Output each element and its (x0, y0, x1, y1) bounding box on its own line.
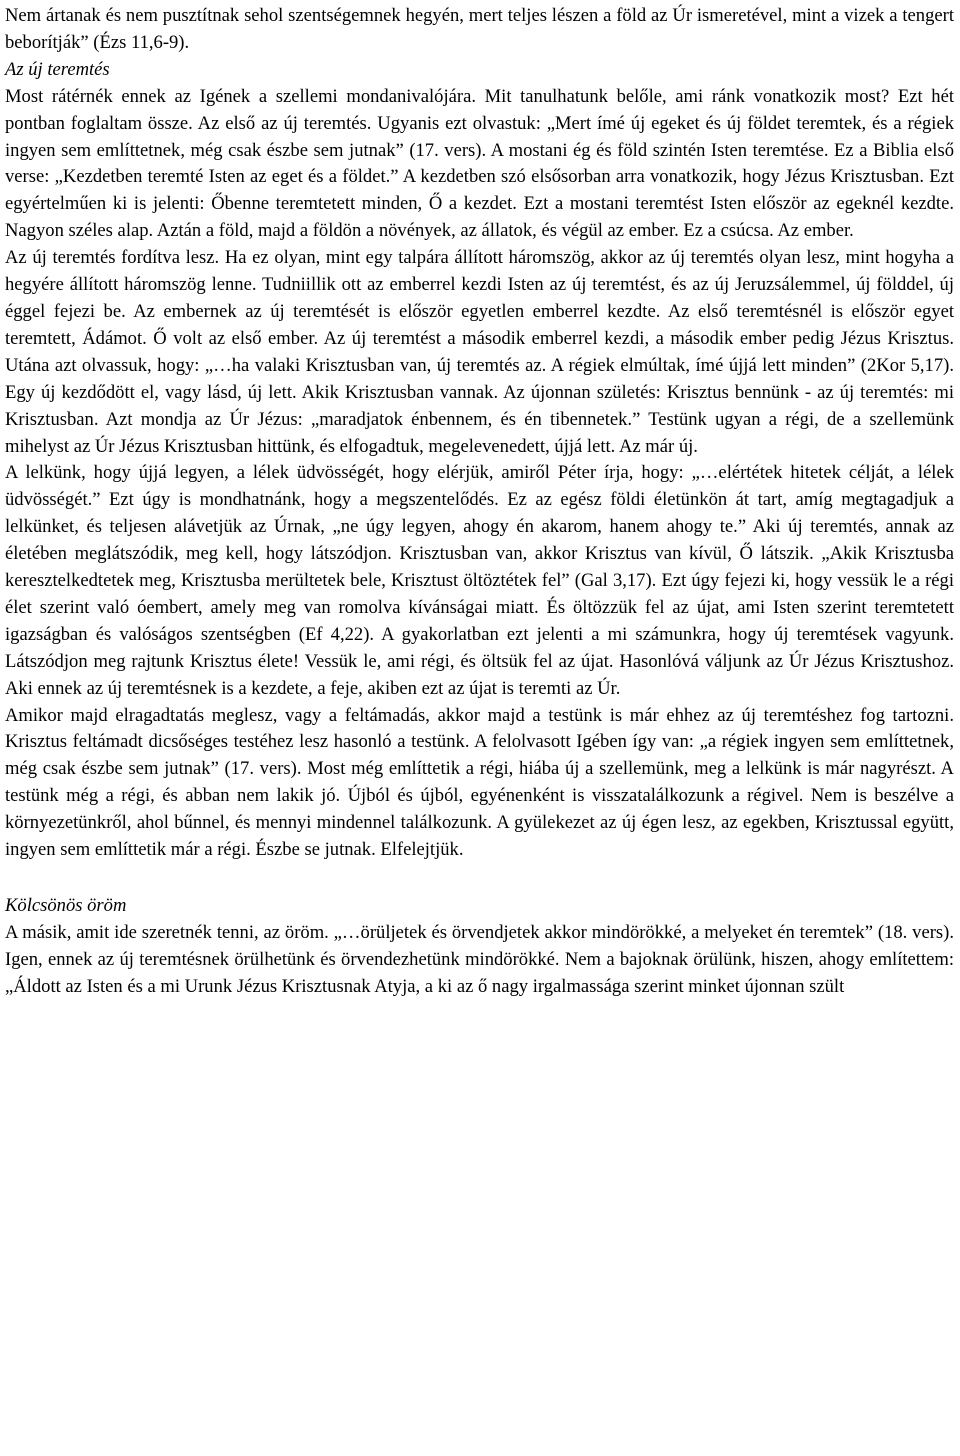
section-heading: Az új teremtés (5, 58, 110, 80)
paragraph: A lelkünk, hogy újjá legyen, a lélek üdvösségét, hogy elérjük, amiről Péter írja, hogy: „…elértétek hitetek célját, a lélek üdvösségét.” Ezt úgy is mondhatnánk, hogy a megszentelődés. Ez az egész földi életünkön át tart, amíg megtagadjuk a lelkünket, és teljesen alávetjük az Úrnak, „ne úgy legyen, ahogy én akarom, hanem ahogy te.” Aki új teremtés, annak az életében meglátszódik, meg kell, hogy látszódjon. Krisztusban van, akkor Krisztus van kívül, Ő látszik. „Akik Krisztusba keresztelkedtetek meg, Krisztusba merültetek bele, Krisztust öltöztétek fel” (Gal 3,17). Ezt úgy fejezi ki, hogy vessük le a régi élet szerint való óembert, amely meg van romolva kívánságai miatt. És öltözzük fel az újat, ami Isten szerint teremtetett igazságban és valóságos szentségben (Ef 4,22). A gyakorlatban ezt jelenti a mi számunkra, hogy új teremtések vagyunk. Látszódjon meg rajtunk Krisztus élete! Vessük le, ami régi, és öltsük fel az újat. Hasonlóvá váljunk az Úr Jézus Krisztushoz. Aki ennek az új teremtésnek is a kezdete, a feje, akiben ezt az újat is teremti az Úr. (5, 462, 954, 699)
paragraph-spacer (5, 864, 954, 893)
paragraph: Nem ártanak és nem pusztítnak sehol szentségemnek hegyén, mert teljes lészen a föld az Úr ismeretével, mint a vizek a tengert beborítják” (Ézs 11,6-9). (5, 5, 954, 53)
paragraph: A másik, amit ide szeretnék tenni, az öröm. „…örüljetek és örvendjetek akkor mindörökké, a melyeket én teremtek” (18. vers). Igen, ennek az új teremtésnek örülhetünk és örvendezhetünk mindörökké. Nem a bajoknak örülünk, hiszen, ahogy említettem: „Áldott az Isten és a mi Urunk Jézus Krisztusnak Atyja, a ki az ő nagy irgalmassága szerint minket újonnan szült (5, 921, 954, 997)
paragraph: Most rátérnék ennek az Igének a szellemi mondanivalójára. Mit tanulhatunk belőle, ami ránk vonatkozik most? Ezt hét pontban foglaltam össze. Az első az új teremtés. Ugyanis ezt olvastuk: „Mert ímé új egeket és új földet teremtek, és a régiek ingyen sem említtetnek, még csak észbe sem jutnak” (17. vers). A mostani ég és föld szintén Isten teremtése. Ez a Biblia első verse: „Kezdetben teremté Isten az eget és a földet.” A kezdetben szó elsősorban arra vonatkozik, hogy Jézus Krisztusban. Ezt egyértelműen ki is jelenti: Őbenne teremtetett minden, Ő a kezdet. Ezt a mostani teremtést Isten először az egeknél kezdte. Nagyon széles alap. Aztán a föld, majd a földön a növények, az állatok, és végül az ember. Ez a csúcsa. Az ember. (5, 85, 954, 242)
section-heading: Kölcsönös öröm (5, 895, 127, 916)
paragraph: Amikor majd elragadtatás meglesz, vagy a feltámadás, akkor majd a testünk is már ehhez az új teremtéshez fog tartozni. Krisztus feltámadt dicsőséges testéhez lesz hasonló a testünk. A felolvasott Igében így van: „a régiek ingyen sem említtetnek, még csak észbe sem jutnak” (17. vers). Most még említtetik a régi, hiába új a szellemünk, meg a lelkünk is már nagyrészt. A testünk még a régi, és abban nem lakik jó. Újból és újból, egyénenként is visszatalálkozunk a régivel. Nem is beszélve a környezetünkről, ahol bűnnel, és mennyi mindennel találkozunk. A gyülekezet az új égen lesz, az egekben, Krisztussal együtt, ingyen sem említtetik már a régi. Észbe se jutnak. Elfelejtjük. (5, 704, 954, 861)
paragraph: Az új teremtés fordítva lesz. Ha ez olyan, mint egy talpára állított háromszög, akkor az új teremtés olyan lesz, mint hogyha a hegyére állított háromszög lenne. Tudniillik ott az emberrel kezdi Isten az új teremtést, és az új Jeruzsálemmel, új földdel, új éggel fejezi be. Az embernek az új teremtését is először egyetlen emberrel kezdte. Az első teremtésnél is először egyet teremtett, Ádámot. Ő volt az első ember. Az új teremtést a második emberrel kezdi, a második ember pedig Jézus Krisztus. Utána azt olvassuk, hogy: „…ha valaki Krisztusban van, új teremtés az. A régiek elmúltak, ímé újjá lett minden” (2Kor 5,17). Egy új kezdődött el, vagy lásd, új lett. Akik Krisztusban vannak. Az újonnan születés: Krisztus bennünk - az új teremtés: mi Krisztusban. Azt mondja az Úr Jézus: „maradjatok énbennem, és én tibennetek.” Testünk ugyan a régi, de a szellemünk mihelyst az Úr Jézus Krisztusban hittünk, és elfogadtuk, megelevenedett, újjá lett. Az már új. (5, 247, 954, 457)
